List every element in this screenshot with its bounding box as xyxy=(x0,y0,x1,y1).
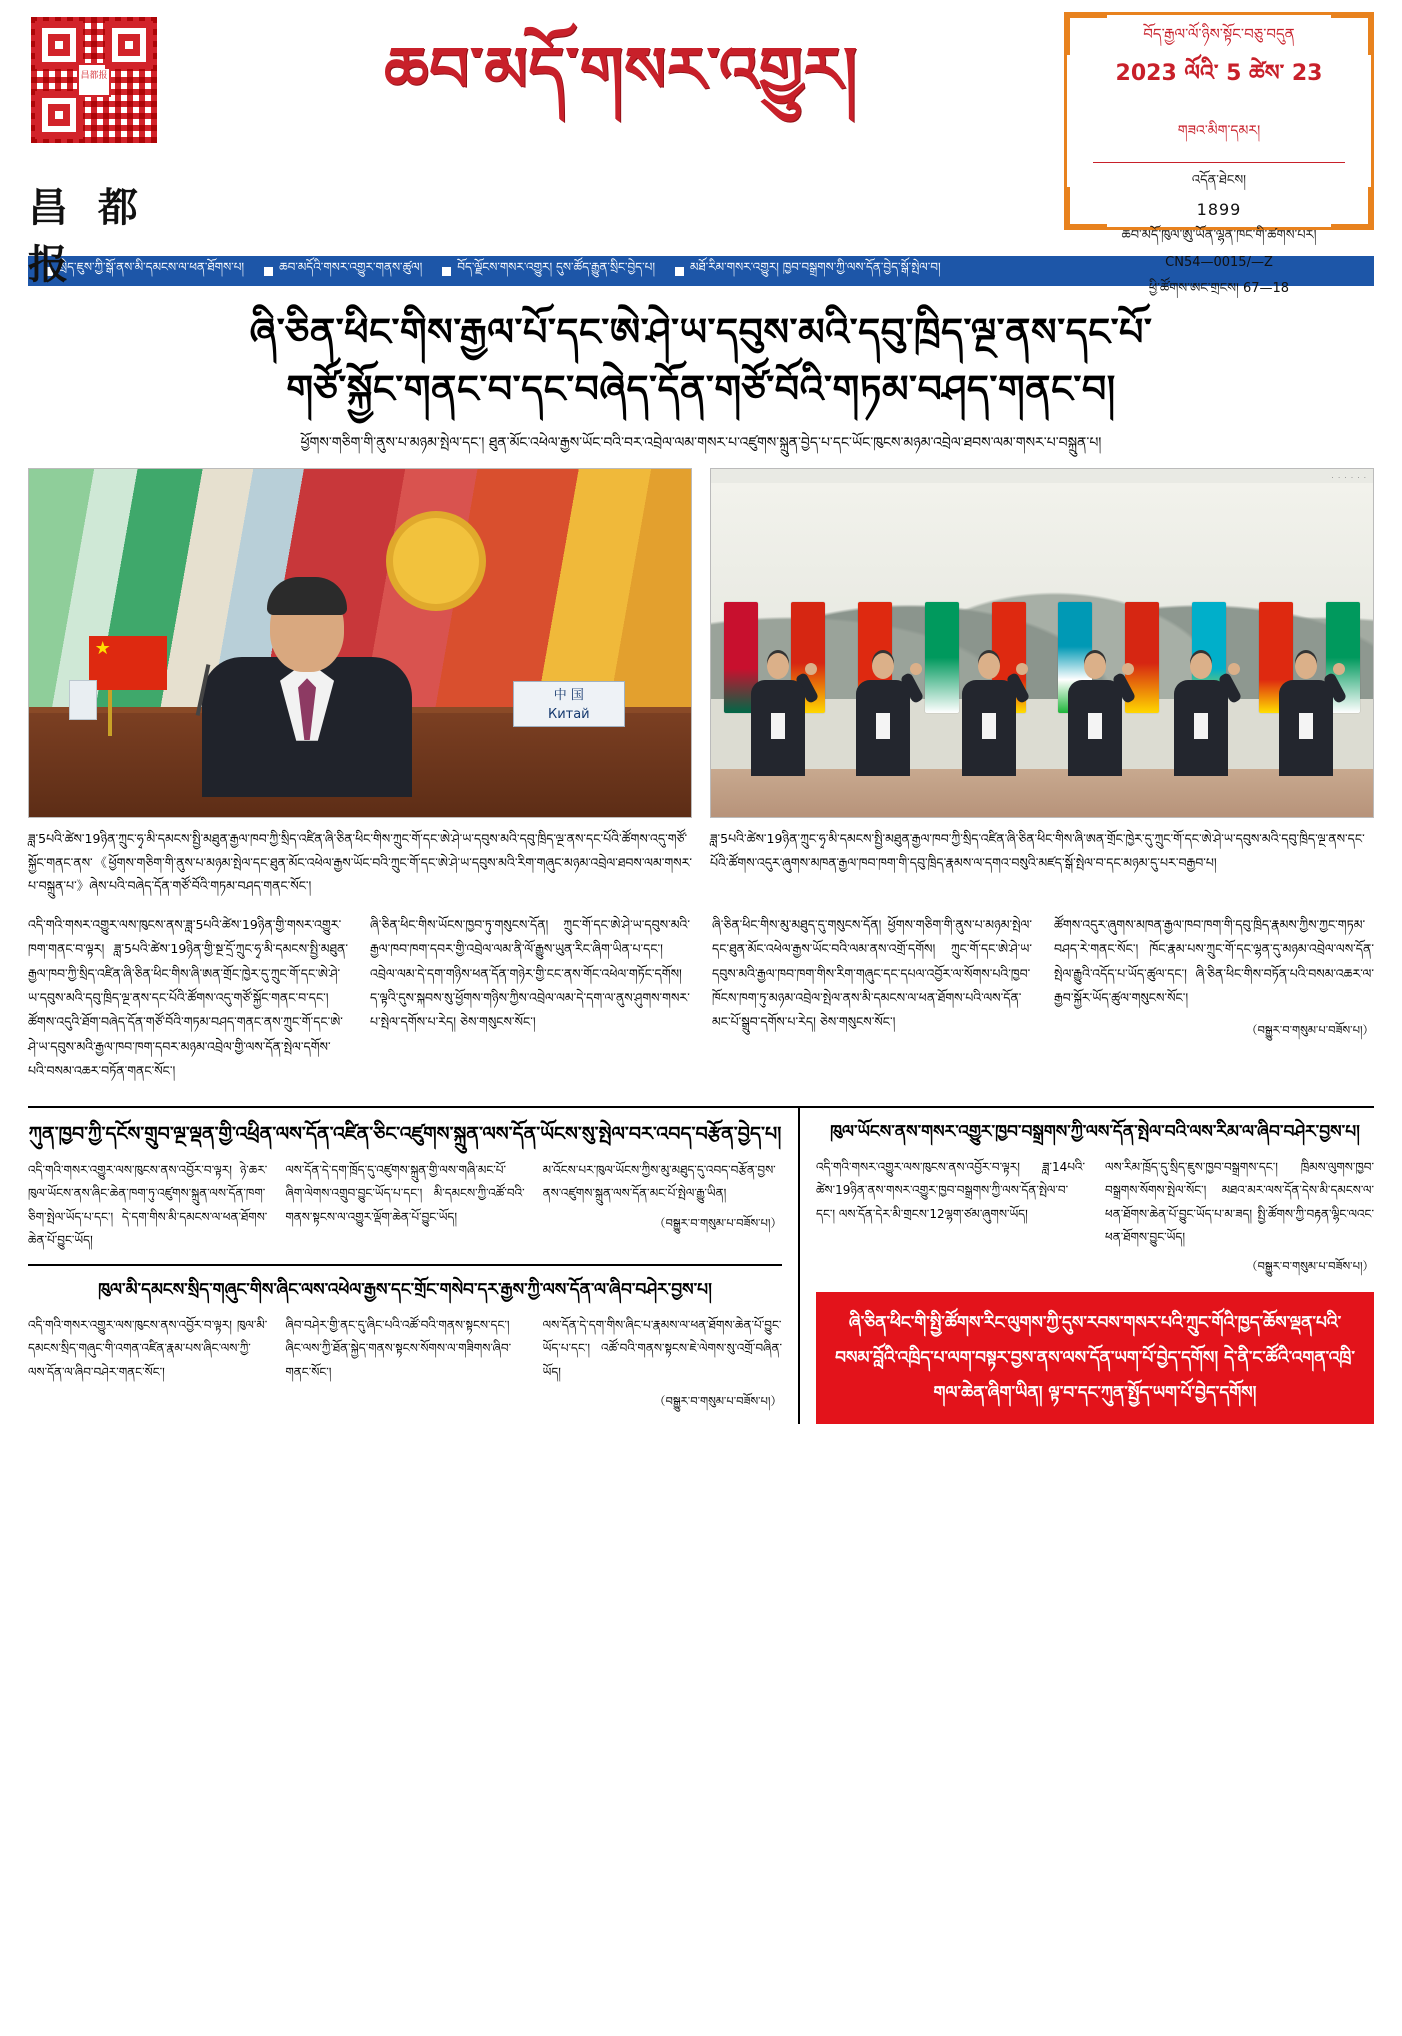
article-column-text: མ་འོངས་པར་ཁུལ་ཡོངས་ཀྱིས་མུ་མཐུད་དུ་འབད་བརྩོན་བྱས་ནས་འཛུགས་སྐྲུན་ལས་དོན་མང་པོ་སྤེལ་རྒྱུ་ཡིན། xyxy=(542,1162,776,1201)
article-column: ལས་དོན་དེ་དག་ཁྲོད་དུ་འཛུགས་སྐྲུན་གྱི་ལས་གཞི་མང་པོ་ཞིག་ལེགས་འགྲུབ་བྱུང་ཡོད་པ་དང་། མི་དམངས་ཀྱི་འཚོ་བའི་གནས་སྟངས་ལ་འགྱུར་ལྡོག་ཆེན་པོ་བྱུང་ཡོད། xyxy=(285,1162,525,1224)
nav-item-2[interactable] xyxy=(432,254,665,288)
issue-number: 1899 xyxy=(1196,200,1242,219)
qr-block xyxy=(28,0,178,290)
body-paragraph: འདི་གའི་གསར་འགྱུར་ལས་ཁུངས་ནས་ཟླ་5པའི་ཚེས་19ཉིན་གྱི་གསར་འགྱུར་ཁག་གནང་བ་ལྟར། ཟླ་5པའི་ཚེས་19ཉིན་གྱི་སྔ་དྲོ་ཀྲུང་ཧྭ་མི་དམངས་སྤྱི་མཐུན་རྒྱལ་ཁབ་ཀྱི་སྲིད་འཛིན་ཞི་ཅིན་ཕིང་གིས་ཞི་ཨན་གྲོང་ཁྱེར་དུ་ཀྲུང་གོ་དང་ཨེ་ཤེ་ཡ་དབུས་མའི་དབུ་ཁྲིད་ལྔ་ནས་དང་པོའི་ཚོགས་འདུ་གཙོ་སྐྱོང་གནང་བ་དང་། ཚོགས་འདུའི་ཐོག་བཞེད་དོན་གཙོ་བོའི་གཏམ་བཤད་གནང་ནས་ཀྲུང་གོ་དང་ཨེ་ཤེ་ཡ་དབུས་མའི་རྒྱལ་ཁབ་ཁག་དབར་མཉམ་འབྲེལ་གྱི་ལས་དོན་སྤེལ་དགོས་པའི་བསམ་འཆར་བཏོན་གནང་སོང་། xyxy=(28,916,348,1079)
lower-right-column xyxy=(800,1108,1374,1424)
article-column: འདི་གའི་གསར་འགྱུར་ལས་ཁུངས་ནས་འབྱོར་བ་ལྟར། ཟླ་14པའི་ཚེས་19ཉིན་ནས་གསར་འགྱུར་ཁྱབ་བསྒྲགས་ཀྱི་ལས་དོན་སྤེལ་བ་དང་། ལས་དོན་དེར་མི་གྲངས་12ལྷག་ཙམ་ཞུགས་ཡོད། xyxy=(816,1159,1085,1221)
leader-2 xyxy=(856,653,910,775)
nameplate-russian: Китай xyxy=(547,706,590,722)
article-right-top-body xyxy=(816,1156,1374,1278)
carpet xyxy=(711,769,1373,818)
leader-6 xyxy=(1279,653,1333,775)
corner-ornament-bl xyxy=(1064,187,1107,230)
photo-watermark: · · · · · · xyxy=(1331,474,1367,483)
banner-line-2: བསམ་བློའི་འཁྲིད་པ་ལག་བསྟར་བྱས་ནས་ལས་དོན་ཡག་པོ་བྱེད་དགོས། དེ་ནི་ང་ཚོའི་འགན་འཁྲི་ xyxy=(835,1347,1355,1368)
body-column-3 xyxy=(712,913,1032,1093)
corner-ornament-tr xyxy=(1331,12,1374,55)
headline-line-1: ཞི་ཅིན་ཕིང་གིས་རྒྱལ་པོ་དང་ཨེ་ཤེ་ཡ་དབུས་མའི་དབུ་ཁྲིད་ལྔ་ནས་དང་པོ་ xyxy=(249,310,1153,354)
nav-item-label: བོད་ལྗོངས་གསར་འགྱུར། དུས་ཚོད་རྒྱུན་སྲིང་བྱེད་པ། xyxy=(457,260,656,274)
kyrgyz-sun-icon xyxy=(393,518,479,604)
qr-center-label: 昌都报 xyxy=(77,63,111,97)
nav-item-1[interactable] xyxy=(254,254,432,288)
banner-line-3: གལ་ཆེན་ཞིག་ཡིན། ལྟ་བ་དང་ཀུན་སྤྱོད་ཡག་པོ་བྱེད་དགོས། xyxy=(933,1382,1257,1403)
body-paragraph: ཚོགས་འདུར་ཞུགས་མཁན་རྒྱལ་ཁབ་ཁག་གི་དབུ་ཁྲིད་རྣམས་ཀྱིས་ཀྱང་གཏམ་བཤད་རེ་གནང་སོང་། ཁོང་རྣམ་པས་ཀྲུང་གོ་དང་ལྷན་དུ་མཉམ་འབྲེལ་ལས་དོན་སྤེལ་རྒྱུའི་འདོད་པ་ཡོད་ཚུལ་དང་། ཞི་ཅིན་ཕིང་གིས་བཏོན་པའི་བསམ་འཆར་ལ་རྒྱབ་སྐྱོར་ཡོད་ཚུལ་གསུངས་སོང་། xyxy=(1054,916,1374,1005)
main-article-body xyxy=(28,913,1374,1093)
red-slogan-banner xyxy=(816,1292,1374,1425)
china-flag-icon xyxy=(89,636,167,690)
nav-item-label: སྲིད་ཇུས་ཀྱི་སྒོ་ནས་མི་དམངས་ལ་ཕན་ཐོགས་པ། xyxy=(59,260,245,274)
group-photo xyxy=(710,468,1374,818)
bullet-square-icon xyxy=(264,267,273,276)
article-byline: （བསྒྱུར་བ་གསུམ་པ་བཟོས་པ།） xyxy=(653,1215,782,1230)
leader-4 xyxy=(1068,653,1122,775)
banner-line-1: ཞི་ཅིན་ཕིང་གི་སྤྱི་ཚོགས་རིང་ལུགས་ཀྱི་དུས་རབས་གསར་པའི་ཀྲུང་གོའི་ཁྱད་ཆོས་ལྡན་པའི་ xyxy=(848,1312,1342,1333)
xi-speech-photo xyxy=(28,468,692,818)
cn-code: CN54—0015/—Z xyxy=(1165,254,1273,270)
subheadline: ཕྱོགས་གཅིག་གི་ནུས་པ་མཉམ་སྤེལ་དང་། ཐུན་མོང་འཕེལ་རྒྱས་ཡོང་བའི་བར་འབྲེལ་ལམ་གསར་པ་འཛུགས་སྐྲུན་བྱེད་པ་དང་ཡོང་ཁུངས་མཉམ་འབྲེལ་ཐབས་ལམ་གསར་པ་བསྐྲུན་པ། xyxy=(300,435,1102,451)
corner-ornament-tl xyxy=(1064,12,1107,55)
article-left-top-body xyxy=(28,1159,782,1253)
body-column-2 xyxy=(370,913,690,1093)
nav-item-label: ཆབ་མདོའི་གསར་འགྱུར་གནས་ཚུལ། xyxy=(279,260,423,274)
headline-line-2: གཙོ་སྐྱོང་གནང་བ་དང་བཞེད་དོན་གཙོ་བོའི་གཏམ་བཤད་གནང་བ། xyxy=(286,367,1116,411)
photo-caption-left: ཟླ་5པའི་ཚེས་19ཉིན་ཀྲུང་ཧྭ་མི་དམངས་སྤྱི་མཐུན་རྒྱལ་ཁབ་ཀྱི་སྲིད་འཛིན་ཞི་ཅིན་ཕིང་གིས་ཀྲུང་གོ་དང་ཨེ་ཤེ་ཡ་དབུས་མའི་དབུ་ཁྲིད་ལྔ་ནས་དང་པོའི་ཚོགས་འདུ་གཙོ་སྐྱོང་གནང་ནས་《ཕྱོགས་གཅིག་གི་ནུས་པ་མཉམ་སྤེལ་དང་ཐུན་མོང་འཕེལ་རྒྱས་ཡོང་བའི་ཀྲུང་གོ་དང་ཨེ་ཤེ་ཡ་དབུས་མའི་རིག་གཞུང་མཉམ་འབྲེལ་ཐབས་ལམ་གསར་པ་བསྐྲུན་པ་》ཞེས་པའི་བཞེད་དོན་གཙོ་བོའི་གཏམ་བཤད་གནང་སོང་། xyxy=(28,831,692,893)
qr-finder-bottom-left xyxy=(35,91,83,139)
chinese-paper-name: 昌 都 报 xyxy=(28,184,146,288)
body-column-4 xyxy=(1054,913,1374,1093)
lower-left-column xyxy=(28,1108,798,1424)
article-divider xyxy=(28,1264,782,1266)
article-column xyxy=(543,1159,782,1253)
photo-caption-right: ཟླ་5པའི་ཚེས་19ཉིན་ཀྲུང་ཧྭ་མི་དམངས་སྤྱི་མཐུན་རྒྱལ་ཁབ་ཀྱི་སྲིད་འཛིན་ཞི་ཅིན་ཕིང་གིས་ཞི་ཨན་གྲོང་ཁྱེར་དུ་ཀྲུང་གོ་དང་ཨེ་ཤེ་ཡ་དབུས་མའི་དབུ་ཁྲིད་ལྔ་ནས་དང་པོའི་ཚོགས་འདུར་ཞུགས་མཁན་རྒྱལ་ཁབ་ཁག་གི་དབུ་ཁྲིད་རྣམས་ལ་དགའ་བསུའི་མཛད་སྒོ་སྤེལ་བ་དང་མཉམ་དུ་པར་བརྒྱབ་པ། xyxy=(710,831,1365,870)
article-byline: （བསྒྱུར་བ་གསུམ་པ་བཟོས་པ།） xyxy=(1246,1259,1374,1274)
nameplate-chinese: 中 国 xyxy=(553,687,584,703)
article-column: འདི་གའི་གསར་འགྱུར་ལས་ཁུངས་ནས་འབྱོར་བ་ལྟར། ཁུལ་མི་དམངས་སྲིད་གཞུང་གི་འགན་འཛིན་རྣམ་པས་ཞིང་ལས་ཀྱི་ལས་དོན་ལ་ཞིབ་བཤེར་གནང་སོང་། xyxy=(28,1317,268,1379)
tibetan-year: བོད་རྒྱལ་ལོ་ཉིས་སྟོང་བཅུ་བདུན xyxy=(1143,25,1295,43)
water-glass xyxy=(69,680,97,720)
leader-1 xyxy=(751,653,805,775)
article-column-text-2: མཐའ་མར་ལས་དོན་དེས་མི་དམངས་ལ་ཕན་ཐོགས་ཆེན་པོ་བྱུང་ཡོད་པ་མ་ཟད། སྤྱི་ཚོགས་ཀྱི་བརྟན་ལྷིང་ལའང་ཕན་ཐོགས་བྱུང་ཡོད། xyxy=(1105,1183,1374,1245)
article-byline: （བསྒྱུར་བ་གསུམ་པ་བཟོས་པ།） xyxy=(653,1394,782,1409)
leader-5 xyxy=(1174,653,1228,775)
body-paragraph: ཞི་ཅིན་ཕིང་གིས་ཡོངས་ཁྱབ་ཏུ་གསུངས་དོན། ཀྲུང་གོ་དང་ཨེ་ཤེ་ཡ་དབུས་མའི་རྒྱལ་ཁབ་ཁག་དབར་གྱི་འབྲེལ་ལམ་ནི་ལོ་རྒྱུས་ཡུན་རིང་ཞིག་ཡིན་པ་དང་། འབྲེལ་ལམ་དེ་དག་གཉིས་ཕན་དོན་གཉེར་གྱི་ངང་ནས་གོང་འཕེལ་གཏོང་དགོས། ད་ལྟའི་དུས་སྐབས་སུ་ཕྱོགས་གཉིས་ཀྱིས་འབྲེལ་ལམ་དེ་དག་ལ་ནུས་ཤུགས་གསར་པ་སྤེལ་དགོས་པ་རེད། ཅེས་གསུངས་སོང་། xyxy=(370,916,690,1030)
body-paragraph: ཞི་ཅིན་ཕིང་གིས་མུ་མཐུད་དུ་གསུངས་དོན། ཕྱོགས་གཅིག་གི་ནུས་པ་མཉམ་སྤེལ་དང་ཐུན་མོང་འཕེལ་རྒྱས་ཡོང་བའི་ལམ་ནས་འགྲོ་དགོས། ཀྲུང་གོ་དང་ཨེ་ཤེ་ཡ་དབུས་མའི་རྒྱལ་ཁབ་ཁག་གིས་རིག་གཞུང་དང་དཔལ་འབྱོར་ལ་སོགས་པའི་ཁྱབ་ཁོངས་ཁག་ཏུ་མཉམ་འབྲེལ་སྤེལ་ནས་མི་དམངས་ལ་ཕན་ཐོགས་པའི་ལས་དོན་མང་པོ་སྒྲུབ་དགོས་པ་རེད། ཅེས་གསུངས་སོང་། xyxy=(712,916,1032,1030)
article-column: འདི་གའི་གསར་འགྱུར་ལས་ཁུངས་ནས་འབྱོར་བ་ལྟར། ཉེ་ཆར་ཁུལ་ཡོངས་ནས་ཞིང་ཆེན་ཁག་ཏུ་འཛུགས་སྐྲུན་ལས་དོན་ཁག་ཅིག་སྤེལ་ཡོད་པ་དང་། དེ་དག་གིས་མི་དམངས་ལ་ཕན་ཐོགས་ཆེན་པོ་བྱུང་ཡོད། xyxy=(28,1162,268,1248)
country-nameplate xyxy=(513,681,625,727)
leaders-row xyxy=(751,636,1334,775)
photo-col-left xyxy=(28,468,692,896)
article-left-top-title: ཀུན་ཁྱབ་ཀྱི་དངོས་གྲུབ་ལྔ་ལྡན་གྱི་འཕྲིན་ལས་དོན་འཛིན་ཅིང་འཛུགས་སྐྲུན་ལས་དོན་ཡོངས་སུ་སྤེལ་བར་འབད་བརྩོན་བྱེད་པ། xyxy=(28,1123,782,1146)
body-byline: （བསྒྱུར་བ་གསུམ་པ་བཟོས་པ།） xyxy=(1246,1023,1374,1038)
nav-item-label: མཐོ་རིམ་གསར་འགྱུར། ཁྱབ་བསྒྲགས་ཀྱི་ལས་དོན་བྱེད་སྒོ་སྤེལ་བ། xyxy=(690,260,941,274)
body-column-1 xyxy=(28,913,348,1093)
bullet-square-icon xyxy=(675,267,684,276)
main-headline xyxy=(28,304,1374,418)
article-left-bottom-title: ཁུལ་མི་དམངས་སྲིད་གཞུང་གིས་ཞིང་ལས་འཕེལ་རྒྱས་དང་གྲོང་གསེབ་དར་རྒྱས་ཀྱི་ལས་དོན་ལ་ཞིབ་བཤེར་བྱས་པ། xyxy=(98,1280,712,1301)
bullet-square-icon xyxy=(442,267,451,276)
divider xyxy=(1093,162,1345,163)
leader-3 xyxy=(962,653,1016,775)
publisher-line: ཆབ་མདོ་ཁུལ་ཨུ་ཡོན་ལྷན་ཁང་གི་ཚགས་པར། xyxy=(1121,228,1317,243)
title-block xyxy=(178,0,1064,105)
article-column xyxy=(543,1314,782,1413)
article-column xyxy=(1105,1156,1374,1278)
article-column-text: ལས་དོན་དེ་དག་གིས་ཞིང་པ་རྣམས་ལ་ཕན་ཐོགས་ཆེན་པོ་བྱུང་ཡོད་པ་དང་། འཚོ་བའི་གནས་སྟངས་ཇེ་ལེགས་སུ་འགྲོ་བཞིན་ཡོད། xyxy=(542,1317,782,1379)
post-code: ཕྱི་ཚོགས་ཨང་གྲངས། 67—18 xyxy=(1148,281,1290,296)
article-column-text: ལས་རིམ་ཁྲོད་དུ་སྲིད་ཇུས་ཁྱབ་བསྒྲགས་དང་། ཁྲིམས་ལུགས་ཁྱབ་བསྒྲགས་སོགས་སྤེལ་སོང་། xyxy=(1105,1159,1374,1198)
qr-code-icon[interactable] xyxy=(28,14,160,146)
photo-row xyxy=(28,468,1374,896)
article-left-bottom-body xyxy=(28,1314,782,1413)
corner-ornament-br xyxy=(1331,187,1374,230)
lower-section xyxy=(28,1108,1374,1424)
issue-label: འདོན་ཐེངས། xyxy=(1191,172,1247,188)
issue-date: 2023 ལོའི་ 5 ཚེས་ 23 xyxy=(1115,60,1323,86)
photo-col-right xyxy=(710,468,1374,896)
page-title: ཆབ་མདོ་གསར་འགྱུར། xyxy=(384,33,858,106)
issue-weekday: གཟའ་མིག་དམར། xyxy=(1177,122,1261,139)
article-right-top-title: ཁུལ་ཡོངས་ནས་གསར་འགྱུར་ཁྱབ་བསྒྲགས་ཀྱི་ལས་དོན་སྤེལ་བའི་ལས་རིམ་ལ་ཞིབ་བཤེར་བྱས་པ། xyxy=(830,1122,1360,1143)
article-column: ཞིབ་བཤེར་གྱི་ནང་དུ་ཞིང་པའི་འཚོ་བའི་གནས་སྟངས་དང་། ཞིང་ལས་ཀྱི་ཐོན་སྐྱེད་གནས་སྟངས་སོགས་ལ་གཟིགས་ཞིབ་གནང་སོང་། xyxy=(285,1317,512,1379)
issue-info-box xyxy=(1064,12,1374,296)
